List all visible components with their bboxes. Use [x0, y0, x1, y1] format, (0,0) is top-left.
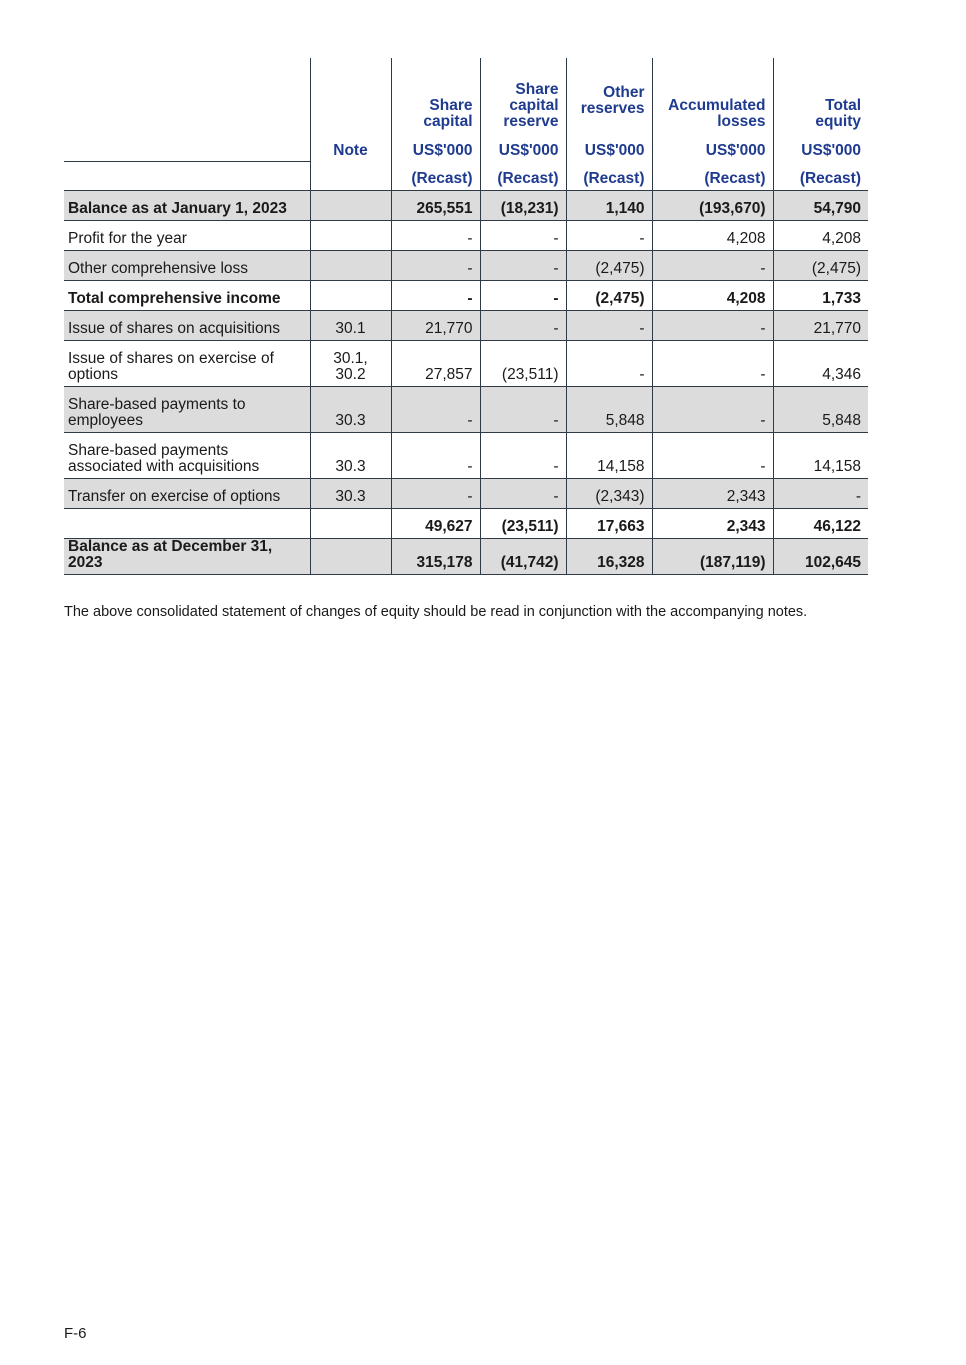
- unit-label: US$'000: [566, 133, 652, 162]
- row-value: (23,511): [480, 509, 566, 539]
- row-value: -: [391, 479, 480, 509]
- row-value: 4,208: [773, 221, 868, 251]
- row-label: Issue of shares on acquisitions: [64, 311, 310, 341]
- recast-label: (Recast): [391, 162, 480, 191]
- unit-label: US$'000: [391, 133, 480, 162]
- row-note: 30.3: [310, 433, 391, 479]
- table-row: [64, 539, 868, 575]
- row-value: -: [652, 251, 773, 281]
- row-value: 14,158: [566, 433, 652, 479]
- blank-header-cell: [64, 58, 310, 133]
- row-label: Issue of shares on exercise of options: [64, 341, 310, 387]
- row-value: (41,742): [480, 539, 566, 575]
- page-number: F-6: [64, 1325, 87, 1342]
- row-note: 30.3: [310, 479, 391, 509]
- other-reserves-header: Other reserves: [566, 58, 652, 133]
- row-value: (2,475): [566, 281, 652, 311]
- table-row: [64, 509, 868, 539]
- table-row: [64, 311, 868, 341]
- unit-label: US$'000: [652, 133, 773, 162]
- row-note: [310, 281, 391, 311]
- recast-header-row: [64, 162, 868, 191]
- row-value: (2,343): [566, 479, 652, 509]
- row-value: -: [480, 221, 566, 251]
- row-value: 21,770: [391, 311, 480, 341]
- row-value: -: [480, 479, 566, 509]
- row-value: -: [391, 221, 480, 251]
- row-value: 5,848: [773, 387, 868, 433]
- row-note: [310, 221, 391, 251]
- row-note: 30.1, 30.2: [310, 341, 391, 387]
- recast-label: (Recast): [652, 162, 773, 191]
- row-value: -: [391, 281, 480, 311]
- row-value: (18,231): [480, 191, 566, 221]
- row-value: -: [652, 341, 773, 387]
- row-value: (193,670): [652, 191, 773, 221]
- row-value: -: [566, 341, 652, 387]
- row-note: [310, 539, 391, 575]
- row-value: -: [566, 221, 652, 251]
- row-value: (187,119): [652, 539, 773, 575]
- row-note: [310, 509, 391, 539]
- table-row: [64, 479, 868, 509]
- note-label: Note: [310, 133, 391, 162]
- row-value: -: [391, 251, 480, 281]
- row-value: -: [773, 479, 868, 509]
- row-note: 30.1: [310, 311, 391, 341]
- recast-label: (Recast): [566, 162, 652, 191]
- row-value: 315,178: [391, 539, 480, 575]
- row-value: -: [480, 387, 566, 433]
- row-value: 1,733: [773, 281, 868, 311]
- row-value: 27,857: [391, 341, 480, 387]
- row-value: -: [652, 433, 773, 479]
- column-header-row: [64, 58, 868, 133]
- recast-label: (Recast): [773, 162, 868, 191]
- recast-label: (Recast): [480, 162, 566, 191]
- row-value: -: [566, 311, 652, 341]
- table-row: [64, 281, 868, 311]
- row-value: 49,627: [391, 509, 480, 539]
- row-value: 16,328: [566, 539, 652, 575]
- row-value: (2,475): [773, 251, 868, 281]
- row-value: 4,346: [773, 341, 868, 387]
- row-value: -: [652, 387, 773, 433]
- total-equity-header: Total equity: [773, 58, 868, 133]
- row-value: 46,122: [773, 509, 868, 539]
- row-value: -: [480, 281, 566, 311]
- unit-label: US$'000: [773, 133, 868, 162]
- row-note: [310, 191, 391, 221]
- row-value: 17,663: [566, 509, 652, 539]
- row-value: 1,140: [566, 191, 652, 221]
- row-label: Share-based payments to employees: [64, 387, 310, 433]
- row-value: -: [480, 251, 566, 281]
- row-value: 102,645: [773, 539, 868, 575]
- row-value: -: [391, 433, 480, 479]
- row-value: 5,848: [566, 387, 652, 433]
- row-label: Transfer on exercise of options: [64, 479, 310, 509]
- share-capital-header: Share capital: [391, 58, 480, 133]
- row-value: 54,790: [773, 191, 868, 221]
- row-value: 2,343: [652, 509, 773, 539]
- table-row: [64, 191, 868, 221]
- share-capital-reserve-header: Share capital reserve: [480, 58, 566, 133]
- row-value: 21,770: [773, 311, 868, 341]
- unit-label: US$'000: [480, 133, 566, 162]
- accumulated-losses-header: Accumulated losses: [652, 58, 773, 133]
- footnote: The above consolidated statement of changes of equity should be read in conjunction with the accompanying notes.: [64, 604, 808, 620]
- row-value: (2,475): [566, 251, 652, 281]
- unit-header-row: [64, 133, 868, 162]
- note-header-cell: [310, 58, 391, 133]
- row-label: Total comprehensive income: [64, 281, 310, 311]
- row-label: Profit for the year: [64, 221, 310, 251]
- row-value: 14,158: [773, 433, 868, 479]
- row-value: -: [480, 433, 566, 479]
- row-note: [310, 251, 391, 281]
- table-body: [64, 191, 868, 575]
- row-value: -: [652, 311, 773, 341]
- row-value: 4,208: [652, 281, 773, 311]
- row-label: Share-based payments associated with acquisitions: [64, 433, 310, 479]
- table-row: [64, 221, 868, 251]
- statement-of-changes-in-equity-table: [64, 58, 868, 575]
- row-value: (23,511): [480, 341, 566, 387]
- row-value: 265,551: [391, 191, 480, 221]
- row-label: [64, 509, 310, 539]
- row-value: -: [391, 387, 480, 433]
- row-label: Balance as at December 31, 2023: [64, 539, 310, 575]
- row-value: 4,208: [652, 221, 773, 251]
- table-row: [64, 341, 868, 387]
- table-row: [64, 433, 868, 479]
- row-label: Other comprehensive loss: [64, 251, 310, 281]
- row-value: -: [480, 311, 566, 341]
- row-label: Balance as at January 1, 2023: [64, 191, 310, 221]
- table-row: [64, 387, 868, 433]
- table-row: [64, 251, 868, 281]
- row-note: 30.3: [310, 387, 391, 433]
- row-value: 2,343: [652, 479, 773, 509]
